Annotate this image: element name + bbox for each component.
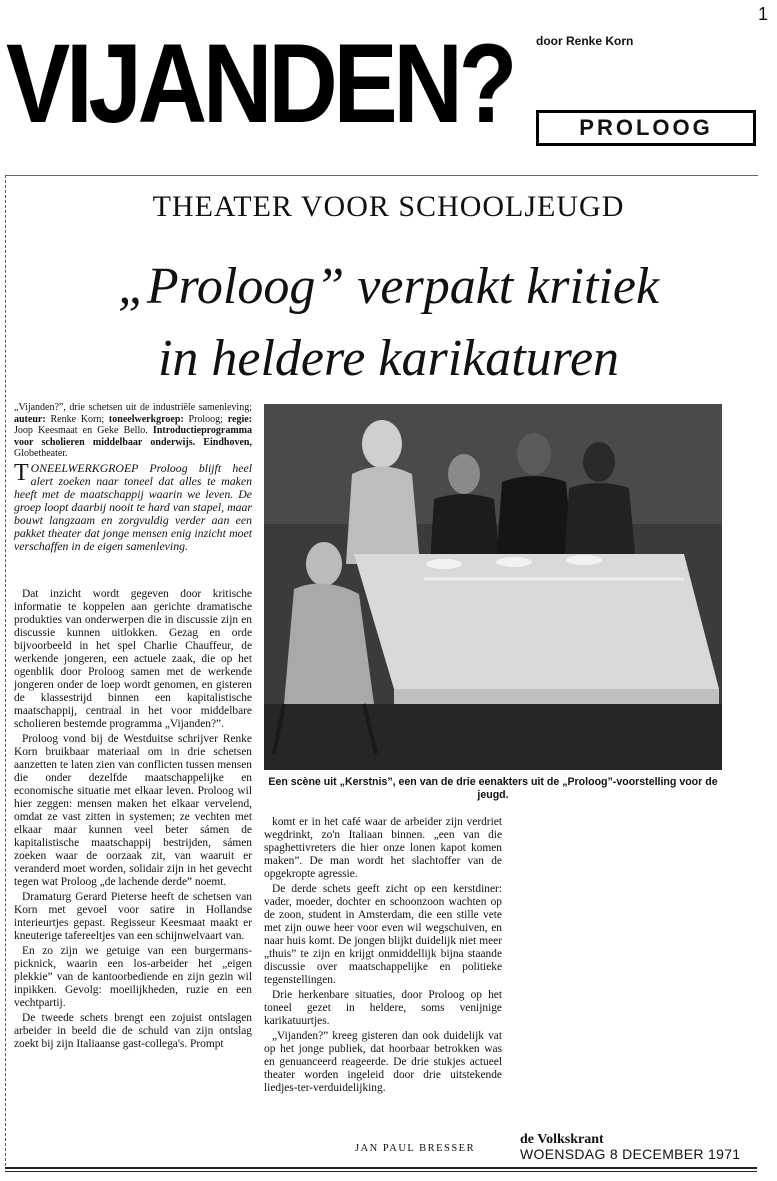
title-line-1: „Proloog” verpakt kritiek: [117, 258, 660, 315]
info-text: Renke Korn;: [45, 413, 109, 425]
body-paragraph: Dat inzicht wordt gegeven door kritische informatie te koppelen aan gerichte dramatische produkties van onderwerpen die in discussie zijn en discussie kunnen uitlokken. Gezag en orde bijvoorbeeld in het spel Charlie Chauffeur, de werkende jongeren, een actuele zaak, die op het ogenblik door Proloog samen met de werkende jongeren onder de loep wordt genomen, en gisteren de klassestrijd binnen een kapitalistische maatschappij, centraal in het voor middelbare scholieren bestemde programma „Vijanden?”.: [14, 588, 252, 730]
info-label: auteur:: [14, 413, 46, 425]
bottom-rule: [5, 1167, 757, 1169]
info-text: Joop Keesmaat en Geke Bello.: [14, 425, 153, 437]
body-paragraph: Dramaturg Gerard Pieterse heeft de schetsen van Korn met gevoel voor satire in Hollandse interieurtjes gepast. Regisseur Keesmaat maakt er kneuterige tafereeltjes van een schijnwelvaart van.: [14, 891, 252, 942]
headline: VIJANDEN?: [6, 21, 514, 146]
title-line-2: in heldere karikaturen: [157, 330, 620, 387]
column-2: [264, 816, 502, 1097]
newspaper-name: de Volkskrant: [520, 1132, 604, 1147]
info-label: regie:: [227, 413, 252, 425]
photo-caption: Een scène uit „Kerstnis”, een van de drie eenakters uit de „Proloog”-voorstelling voor de jeugd.: [268, 776, 718, 801]
body-paragraph: komt er in het café waar de arbeider zijn verdriet wegdrinkt, zo'n Italiaan binnen. „een van die spaghettivreters die hier onze lonen kapot komen maken”. De man wordt het slachtoffer van de opgekropte agressie.: [264, 816, 502, 880]
info-text: „Vijanden?”, drie schetsen uit de industriële samenleving;: [14, 402, 252, 413]
info-text: Proloog;: [183, 413, 228, 425]
drop-cap: T: [14, 460, 29, 486]
scene-photo: [264, 404, 722, 770]
info-label: Eindhoven,: [203, 436, 252, 448]
body-paragraph: Drie herkenbare situaties, door Proloog op het toneel gezet in heldere, soms venijnige karikatuurtjes.: [264, 989, 502, 1027]
info-label: toneelwerkgroep:: [108, 413, 184, 425]
lead-paragraph: [14, 462, 252, 553]
author-signature: JAN PAUL BRESSER: [355, 1143, 476, 1154]
info-text: Globetheater.: [14, 448, 68, 460]
body-paragraph: En zo zijn we getuige van een burgermans-picknick, waarin een los-arbeider het „eigen plekkie” van de kantoorbediende en zijn gezin wil inpikken. Gevolg: moeilijkheden, ruzie en een vechtpartij.: [14, 945, 252, 1009]
bottom-rule-thin: [5, 1171, 757, 1172]
page-number: 1: [758, 4, 769, 24]
info-label: Introductieprogramma voor scholieren middelbaar onderwijs.: [14, 425, 252, 448]
body-paragraph: De derde schets geeft zicht op een kerstdiner: vader, moeder, dochter en schoonzoon wachten op de zoon, student in Amsterdam, die een stille vete met zijn ouwe heer voor even wil wegschuiven, en naar huis komt. De jongen blijkt duidelijk niet meer „thuis” te zijn en krijgt onmiddellijk bijna staande discussie over maatschappelijke en politieke tegenstellingen.: [264, 883, 502, 986]
scene-photo-illustration: [264, 404, 722, 770]
publication-date: WOENSDAG 8 DECEMBER 1971: [520, 1146, 741, 1162]
production-info: [14, 402, 252, 460]
kicker: THEATER VOOR SCHOOLJEUGD: [152, 190, 625, 223]
lead-text: ONEELWERKGROEP Proloog blijft heel alert zoeken naar toneel dat alles te maken heeft met de maatschappij waarin we leven. De groep loopt daarbij nooit te hard van stapel, maar bouwt langzaam en zorgvuldig verder aan een pakket theater dat jonge mensen enig inzicht moet verschaffen in de eigen samenleving.: [14, 461, 252, 553]
body-paragraph: „Vijanden?” kreeg gisteren dan ook duidelijk vat op het jonge publiek, dat hoorbaar betrokken was en genuanceerd reageerde. De drie stukjes actueel theater worden ingeleid door drie uitstekende liedjes-ter-verduidelijking.: [264, 1030, 502, 1094]
body-paragraph: De tweede schets brengt een zojuist ontslagen arbeider in beeld die de schuld van zijn ontslag zoekt bij zijn Italiaanse gast-collega's. Prompt: [14, 1012, 252, 1050]
byline: door Renke Korn: [536, 34, 634, 48]
column-1: [14, 588, 252, 1053]
body-paragraph: Proloog vond bij de Westduitse schrijver Renke Korn bruikbaar materiaal om in drie schetsen aanzetten te laten zien van conflicten tussen mensen die onder dezelfde maatschappelijke en economische situatie met elkaar leven. Proloog wil hier zeggen: mensen maken het elkaar vervelend, omdat ze vast zitten in systemen; ze vechten met elkaar maar kunnen veel beter sámen de kapitalistische maatschappij bestrijden, sámen zoeken waar de oorzaak zit, van waaruit er veranderd moet worden, solidair zijn in het gevecht tegen wat Proloog „de lachende derde” noemt.: [14, 733, 252, 888]
proloog-logo: PROLOOG: [536, 110, 756, 146]
